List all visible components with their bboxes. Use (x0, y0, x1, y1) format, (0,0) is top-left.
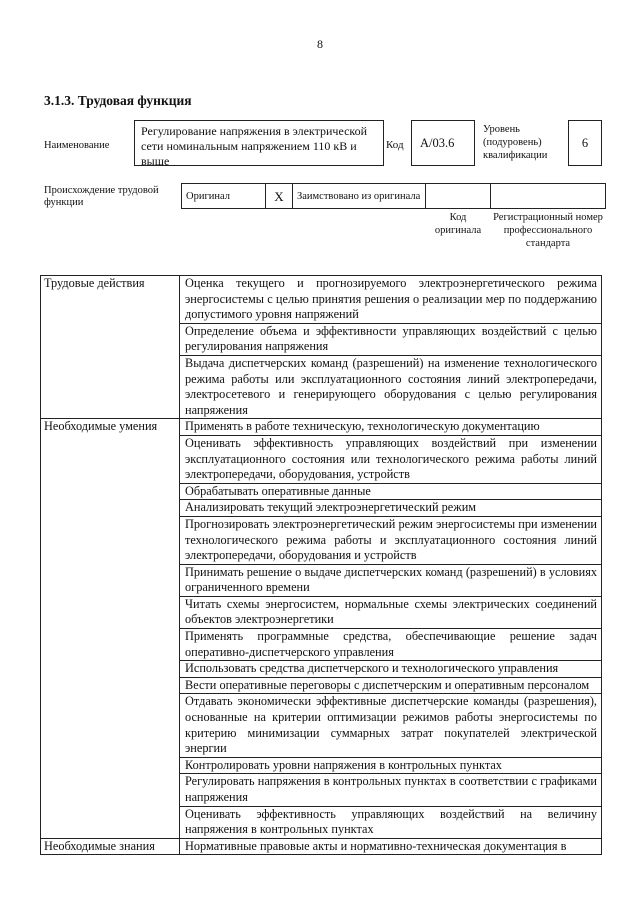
item-cell: Выдача диспетчерских команд (разрешений) на изменение технологического режима работы или эксплуатационного состояния линий электропередачи, электросетевого и генерирующего оборудования с целью регулирования напряжения (180, 355, 602, 418)
item-cell: Использовать средства диспетчерского и технологического управления (180, 661, 602, 678)
item-cell: Нормативные правовые акты и нормативно-техническая документация в (180, 838, 602, 855)
item-cell: Читать схемы энергосистем, нормальные схемы электрических соединений объектов электроэнергетики (180, 596, 602, 628)
item-cell: Отдавать экономически эффективные диспетчерские команды (разрешения), основанные на критерии оптимизации режимов работы энергосистемы по критерию минимизации суммарных затрат покупателей электрической энергии (180, 694, 602, 757)
original-mark-cell (266, 184, 293, 209)
function-table (40, 275, 602, 855)
level-label: Уровень (подуровень) квалификации (483, 124, 548, 161)
borrowed-label: Заимствовано из оригинала (297, 190, 421, 202)
item-cell: Вести оперативные переговоры с диспетчерским и оперативным персоналом (180, 677, 602, 694)
page-number: 8 (317, 37, 323, 51)
original-mark: X (274, 188, 284, 204)
item-cell: Прогнозировать электроэнергетический режим энергосистемы при изменении технологического режима работы и эксплуатационного состояния линий электропередачи, оборудования и устройств (180, 516, 602, 564)
origin-label: Происхождение трудовой функции (44, 185, 159, 208)
reg-number-caption: Регистрационный номер профессионального стандарта (493, 212, 603, 249)
item-cell: Оценивать эффективность управляющих воздействий на величину напряжения в контрольных пунктах (180, 806, 602, 838)
reg-caption-cell (491, 209, 606, 251)
category-cell: Необходимые умения (41, 419, 180, 838)
origin-code-cell (426, 184, 491, 209)
code-caption-cell (426, 209, 491, 251)
function-name-box (134, 120, 384, 166)
item-cell: Оценивать эффективность управляющих воздействий при изменении эксплуатационного состояния или технологического режима работы линий электропередачи, оборудования, устройств (180, 435, 602, 483)
original-label: Оригинал (186, 190, 230, 202)
table-row (41, 419, 602, 436)
item-cell: Принимать решение о выдаче диспетчерских команд (разрешений) в условиях ограниченного времени (180, 564, 602, 596)
item-cell: Оценка текущего и прогнозируемого электроэнергетического режима энергосистемы с целью принятия решения о реализации мер по поддержанию допустимого уровня напряжений (180, 276, 602, 324)
section-title: 3.1.3. Трудовая функция (44, 93, 192, 108)
item-cell: Применять в работе техническую, технологическую документацию (180, 419, 602, 436)
function-name-value: Регулирование напряжения в электрической сети номинальным напряжением 110 кВ и выше (141, 124, 368, 168)
table-row (41, 838, 602, 855)
borrowed-cell (293, 184, 426, 209)
item-cell: Анализировать текущий электроэнергетический режим (180, 500, 602, 517)
item-cell: Определение объема и эффективности управляющих воздействий с целью регулирования напряжения (180, 323, 602, 355)
item-cell: Применять программные средства, обеспечивающие решение задач оперативно-диспетчерского управления (180, 629, 602, 661)
code-box (411, 120, 475, 166)
item-cell: Обрабатывать оперативные данные (180, 483, 602, 500)
code-label: Код (386, 139, 404, 151)
level-box (568, 120, 602, 166)
table-row (41, 276, 602, 324)
code-value: А/03.6 (420, 135, 455, 150)
name-label: Наименование (44, 140, 110, 151)
item-cell: Контролировать уровни напряжения в контрольных пунктах (180, 757, 602, 774)
origin-table (181, 183, 606, 250)
level-value: 6 (581, 135, 589, 150)
category-cell: Трудовые действия (41, 276, 180, 419)
item-cell: Регулировать напряжения в контрольных пунктах в соответствии с графиками напряжения (180, 774, 602, 806)
category-cell: Необходимые знания (41, 838, 180, 855)
original-cell (182, 184, 266, 209)
origin-reg-cell (491, 184, 606, 209)
code-original-caption: Код оригинала (434, 212, 482, 236)
